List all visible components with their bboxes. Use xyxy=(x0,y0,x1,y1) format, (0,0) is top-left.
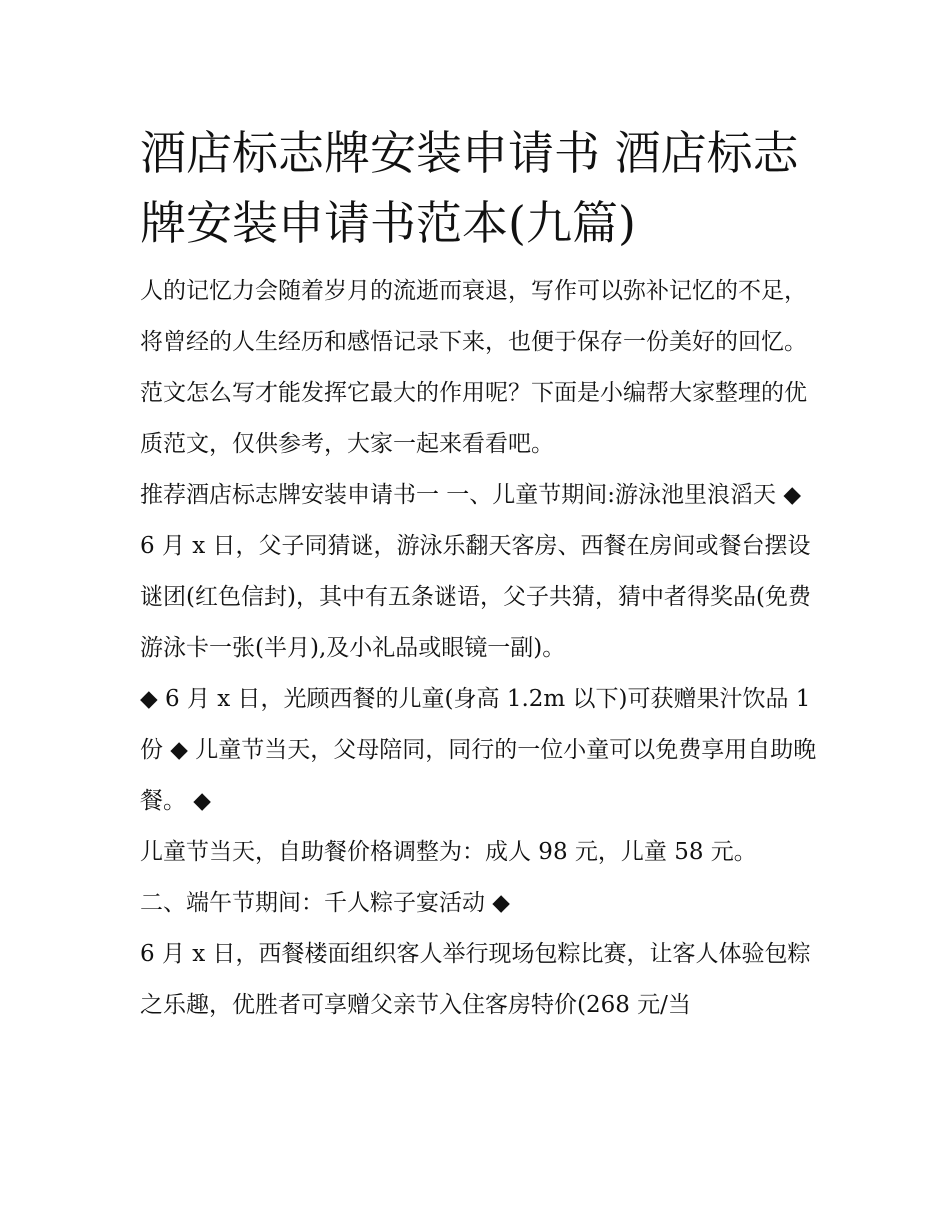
document-title: 酒店标志牌安装申请书 酒店标志牌安装申请书范本(九篇) xyxy=(140,126,799,250)
intro-paragraph: 人的记忆力会随着岁月的流逝而衰退，写作可以弥补记忆的不足，将曾经的人生经历和感悟记录下来，也便于保存一份美好的回忆。范文怎么写才能发挥它最大的作用呢？下面是小编帮大家整理的优质范文，仅供参考，大家一起来看看吧。 xyxy=(140,278,807,457)
document-page xyxy=(140,118,820,1031)
section-one-heading: 推荐酒店标志牌安装申请书一 一、儿童节期间:游泳池里浪滔天 ◆ xyxy=(140,482,802,508)
section-two-heading: 二、端午节期间：千人粽子宴活动 ◆ xyxy=(140,890,510,916)
riddle-activity-paragraph: 6 月 x 日，父子同猜谜，游泳乐翻天客房、西餐在房间或餐台摆设谜团(红色信封)，其中有五条谜语，父子共猜，猜中者得奖品(免费游泳卡一张(半月),及小礼品或眼镜一副)。 xyxy=(140,533,811,661)
zongzi-contest-paragraph: 6 月 x 日，西餐楼面组织客人举行现场包粽比赛，让客人体验包粽之乐趣，优胜者可享赠父亲节入住客房特价(268 元/当 xyxy=(140,941,811,1018)
buffet-price-paragraph: 儿童节当天，自助餐价格调整为：成人 98 元，儿童 58 元。 xyxy=(140,839,757,865)
children-offer-paragraph: ◆ 6 月 x 日，光顾西餐的儿童(身高 1.2m 以下)可获赠果汁饮品 1 份 ◆ 儿童节当天，父母陪同，同行的一位小童可以免费享用自助晚餐。 ◆ xyxy=(140,686,817,814)
